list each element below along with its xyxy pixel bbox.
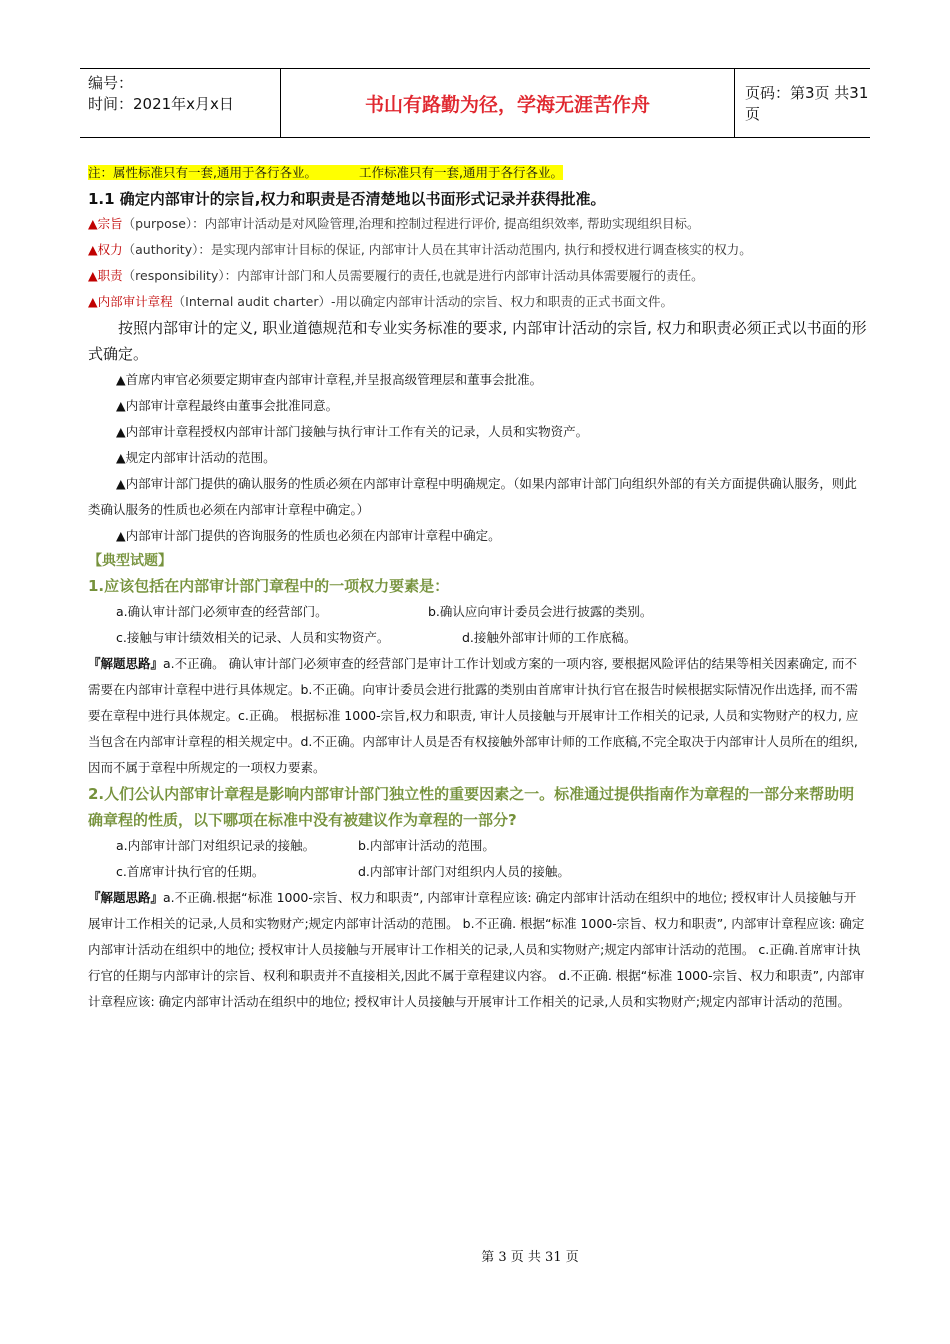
note-highlight bbox=[88, 165, 563, 180]
note-part2: 工作标准只有一套,通用于各行各业。 bbox=[358, 165, 563, 180]
main-content bbox=[88, 160, 868, 1015]
note-line bbox=[88, 160, 868, 187]
definition-authority bbox=[88, 237, 868, 263]
header-meta bbox=[80, 69, 280, 137]
question-1: 1.应该包括在内部审计部门章程中的一项权力要素是： bbox=[88, 577, 450, 595]
bullet-item: ▲内部审计部门提供的咨询服务的性质也必须在内部审计章程中确定。 bbox=[116, 528, 501, 543]
question-2: 2.人们公认内部审计章程是影响内部审计部门独立性的重要因素之一。标准通过提供指南作为章程的一部分来帮助明确章程的性质，以下哪项在标准中没有被建议作为章程的一部分? bbox=[88, 785, 855, 829]
section-title: 1.1 确定内部审计的宗旨,权力和职责是否清楚地以书面形式记录并获得批准。 bbox=[88, 190, 606, 208]
definition-term: 内部审计章程 bbox=[97, 294, 173, 309]
bullet-item: ▲内部审计章程授权内部审计部门接触与执行审计工作有关的记录，人员和实物资产。 bbox=[116, 424, 589, 439]
option-b: b.内部审计活动的范围。 bbox=[358, 838, 495, 853]
option-c: c.首席审计执行官的任期。 bbox=[116, 864, 265, 879]
bullet-item: ▲内部审计部门提供的确认服务的性质必须在内部审计章程中明确规定。（如果内部审计部门向组织外部的有关方面提供确认服务，则此类确认服务的性质也必须在内部审计章程中确定。） bbox=[88, 476, 857, 517]
answer-label: 『解题思路』 bbox=[88, 890, 164, 905]
definition-responsibility bbox=[88, 263, 868, 289]
option-a: a.内部审计部门对组织记录的接触。 bbox=[116, 838, 316, 853]
options-row bbox=[88, 599, 868, 625]
definition-term: 宗旨 bbox=[97, 216, 123, 231]
answer-label: 『解题思路』 bbox=[88, 656, 164, 671]
answer-2 bbox=[88, 885, 868, 1015]
triangle-icon: ▲ bbox=[88, 294, 98, 309]
option-d: d.内部审计部门对组织内人员的接触。 bbox=[358, 864, 570, 879]
option-a: a.确认审计部门必须审查的经营部门。 bbox=[116, 604, 328, 619]
definition-term: 职责 bbox=[97, 268, 123, 283]
motto: 书山有路勤为径，学海无涯苦作舟 bbox=[280, 69, 735, 137]
triangle-icon: ▲ bbox=[88, 216, 98, 231]
triangle-icon: ▲ bbox=[88, 242, 98, 257]
option-c: c.接触与审计绩效相关的记录、人员和实物资产。 bbox=[116, 630, 390, 645]
answer-text: a.不正确。 确认审计部门必须审查的经营部门是审计工作计划或方案的一项内容, 要根据风险评估的结果等相关因素确定, 而不需要在内部审计章程中进行具体规定。b.不正确。向审计委员会进行批露的类别由首席审计执行官在报告时候根据实际情况作出选择, 而不需要在章程中进行具体规定。c.正确。 根据标准 1000-宗旨,权力和职责, 审计人员接触与开展审计工作相关的记录, 人员和实物财产的权力, 应当包含在内部审计章程的相关规定中。d.不正确。内部审计人员是否有权接触外部审计师的工作底稿,不完全取决于内部审计人员所在的组织, 因而不属于章程中所规定的一项权力要素。 bbox=[88, 656, 859, 775]
options-row bbox=[88, 625, 868, 651]
option-d: d.接触外部审计师的工作底稿。 bbox=[462, 630, 637, 645]
typical-title: 【典型试题】 bbox=[88, 553, 172, 569]
page-footer: 第 3 页 共 31 页 bbox=[481, 1250, 579, 1265]
definition-text: （responsibility）：内部审计部门和人员需要履行的责任,也就是进行内部审计活动具体需要履行的责任。 bbox=[122, 268, 704, 283]
note-part1: 注：属性标准只有一套,通用于各行各业。 bbox=[88, 165, 317, 180]
definition-text: （purpose）：内部审计活动是对风险管理,治理和控制过程进行评价, 提高组织效率, 帮助实现组织目标。 bbox=[122, 216, 700, 231]
bullet-item: ▲首席内审官必须要定期审查内部审计章程,并呈报高级管理层和董事会批准。 bbox=[116, 372, 543, 387]
answer-1 bbox=[88, 651, 868, 781]
triangle-icon: ▲ bbox=[88, 268, 98, 283]
definition-text: （Internal audit charter）-用以确定内部审计活动的宗旨、权力和职责的正式书面文件。 bbox=[172, 294, 673, 309]
page-info: 页码：第3页 共31页 bbox=[745, 84, 869, 123]
number-label: 编号： bbox=[88, 74, 134, 92]
header-table bbox=[80, 68, 870, 138]
options-row bbox=[88, 833, 868, 859]
definition-purpose bbox=[88, 211, 868, 237]
definition-term: 权力 bbox=[97, 242, 123, 257]
definition-charter bbox=[88, 289, 868, 315]
time-label: 时间：2021年x月x日 bbox=[88, 95, 234, 113]
definition-text: （authority）：是实现内部审计目标的保证, 内部审计人员在其审计活动范围内, 执行和授权进行调查核实的权力。 bbox=[122, 242, 752, 257]
bullet-item: ▲规定内部审计活动的范围。 bbox=[116, 450, 276, 465]
options-row bbox=[88, 859, 868, 885]
option-b: b.确认应向审计委员会进行披露的类别。 bbox=[428, 604, 653, 619]
answer-text: a.不正确.根据“标准 1000-宗旨、权力和职责”, 内部审计章程应该: 确定内部审计活动在组织中的地位; 授权审计人员接触与开展审计工作相关的记录,人员和实物财产;规定内部审计活动的范围。 b.不正确. 根据“标准 1000-宗旨、权力和职责”, 内部审计章程应该: 确定内部审计活动在组织中的地位; 授权审计人员接触与开展审计工作相关的记录,人员和实物财产;规定内部审计活动的范围。 c.正确.首席审计执行官的任期与内部审计的宗旨、权利和职责并不直接相关,因此不属于章程建议内容。 d.不正确. 根据“标准 1000-宗旨、权力和职责”, 内部审计章程应该: 确定内部审计活动在组织中的地位; 授权审计人员接触与开展审计工作相关的记录,人员和实物财产;规定内部审计活动的范围。 bbox=[88, 890, 865, 1009]
bullet-item: ▲内部审计章程最终由董事会批准同意。 bbox=[116, 398, 339, 413]
paragraph: 按照内部审计的定义, 职业道德规范和专业实务标准的要求, 内部审计活动的宗旨, 权力和职责必须正式以书面的形式确定。 bbox=[88, 319, 867, 363]
